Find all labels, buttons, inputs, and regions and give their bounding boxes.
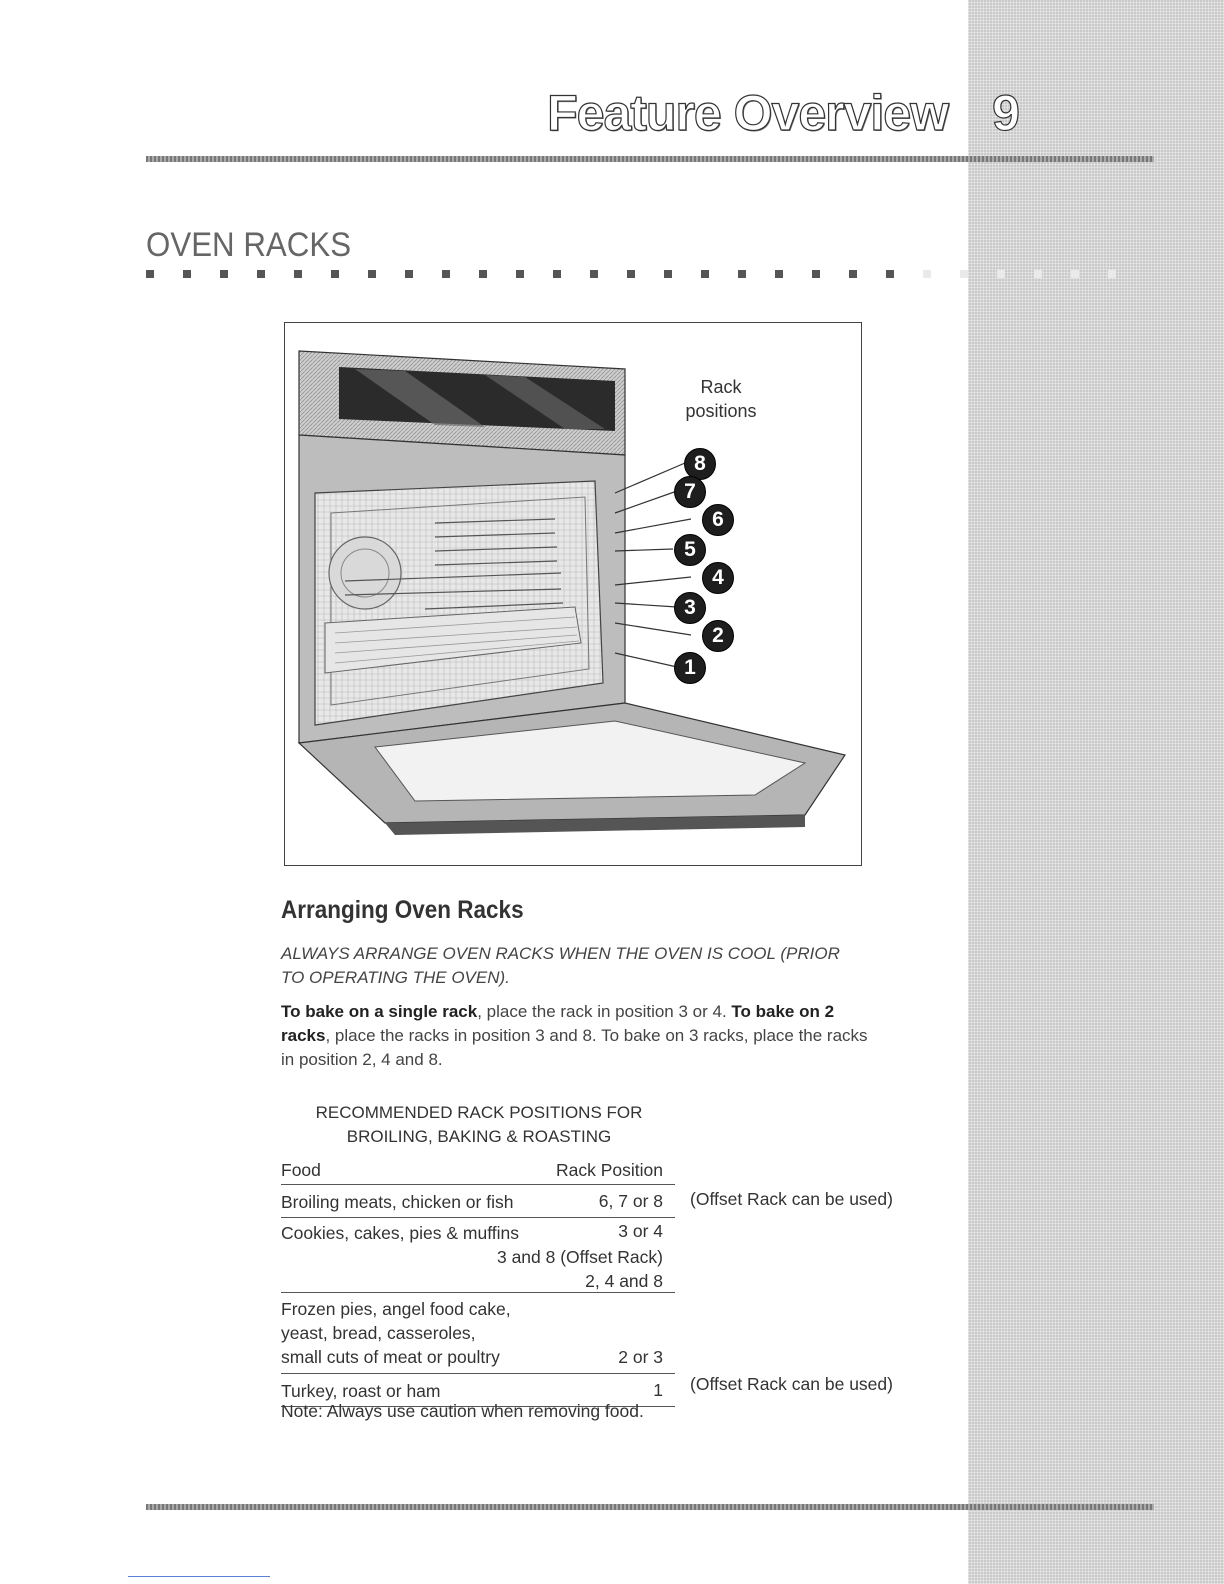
chapter-number: 9 bbox=[992, 85, 1020, 141]
rack-badge-2: 2 bbox=[702, 620, 734, 652]
rack-badge-6: 6 bbox=[702, 504, 734, 536]
arranging-heading: Arranging Oven Racks bbox=[281, 896, 524, 924]
oven-illustration bbox=[285, 323, 863, 867]
table-row: Frozen pies, angel food cake, yeast, bread, casseroles, small cuts of meat or poultry 2 or 3 bbox=[281, 1293, 675, 1374]
oven-rack-figure bbox=[284, 322, 862, 866]
instructions-text: To bake on a single rack, place the rack in position 3 or 4. To bake on 2 racks, place the racks in position 3 and 8. To bake on 3 racks, place the racks in position 2, 4 and 8. bbox=[281, 1002, 868, 1069]
col-food-header: Food bbox=[281, 1160, 321, 1180]
footer-rule bbox=[146, 1504, 1154, 1510]
rack-badge-5: 5 bbox=[674, 534, 706, 566]
table-title: RECOMMENDED RACK POSITIONS FOR BROILING, BAKING & ROASTING bbox=[315, 1103, 643, 1146]
table-row: Broiling meats, chicken or fish 6, 7 or 8 bbox=[281, 1185, 675, 1218]
table-note: Note: Always use caution when removing food. bbox=[281, 1401, 644, 1421]
footer-link-underline bbox=[128, 1576, 270, 1577]
rack-position-table bbox=[281, 1158, 675, 1407]
rack-badge-4: 4 bbox=[702, 562, 734, 594]
offset-rack-note-broiling: (Offset Rack can be used) bbox=[690, 1189, 893, 1209]
rack-badge-7: 7 bbox=[674, 476, 706, 508]
rack-positions-caption: Rack positions bbox=[685, 377, 757, 421]
table-header-row bbox=[281, 1158, 675, 1185]
offset-rack-note-turkey: (Offset Rack can be used) bbox=[690, 1374, 893, 1394]
page-title: Feature Overview bbox=[547, 85, 948, 141]
table-row: Cookies, cakes, pies & muffins 3 or 4 3 and 8 (Offset Rack) 2, 4 and 8 bbox=[281, 1218, 675, 1293]
section-dot-divider bbox=[146, 270, 1156, 280]
rack-badge-1: 1 bbox=[674, 652, 706, 684]
header-rule bbox=[146, 156, 1154, 162]
rack-badge-8: 8 bbox=[684, 448, 716, 480]
col-position-header: Rack Position bbox=[556, 1160, 663, 1180]
side-stripe bbox=[968, 0, 1224, 1584]
table-row: Turkey, roast or ham 1 bbox=[281, 1374, 675, 1407]
section-title: OVEN RACKS bbox=[146, 226, 352, 264]
caution-text: ALWAYS ARRANGE OVEN RACKS WHEN THE OVEN IS COOL (PRIOR TO OPERATING THE OVEN). bbox=[281, 944, 840, 987]
rack-badge-3: 3 bbox=[674, 592, 706, 624]
